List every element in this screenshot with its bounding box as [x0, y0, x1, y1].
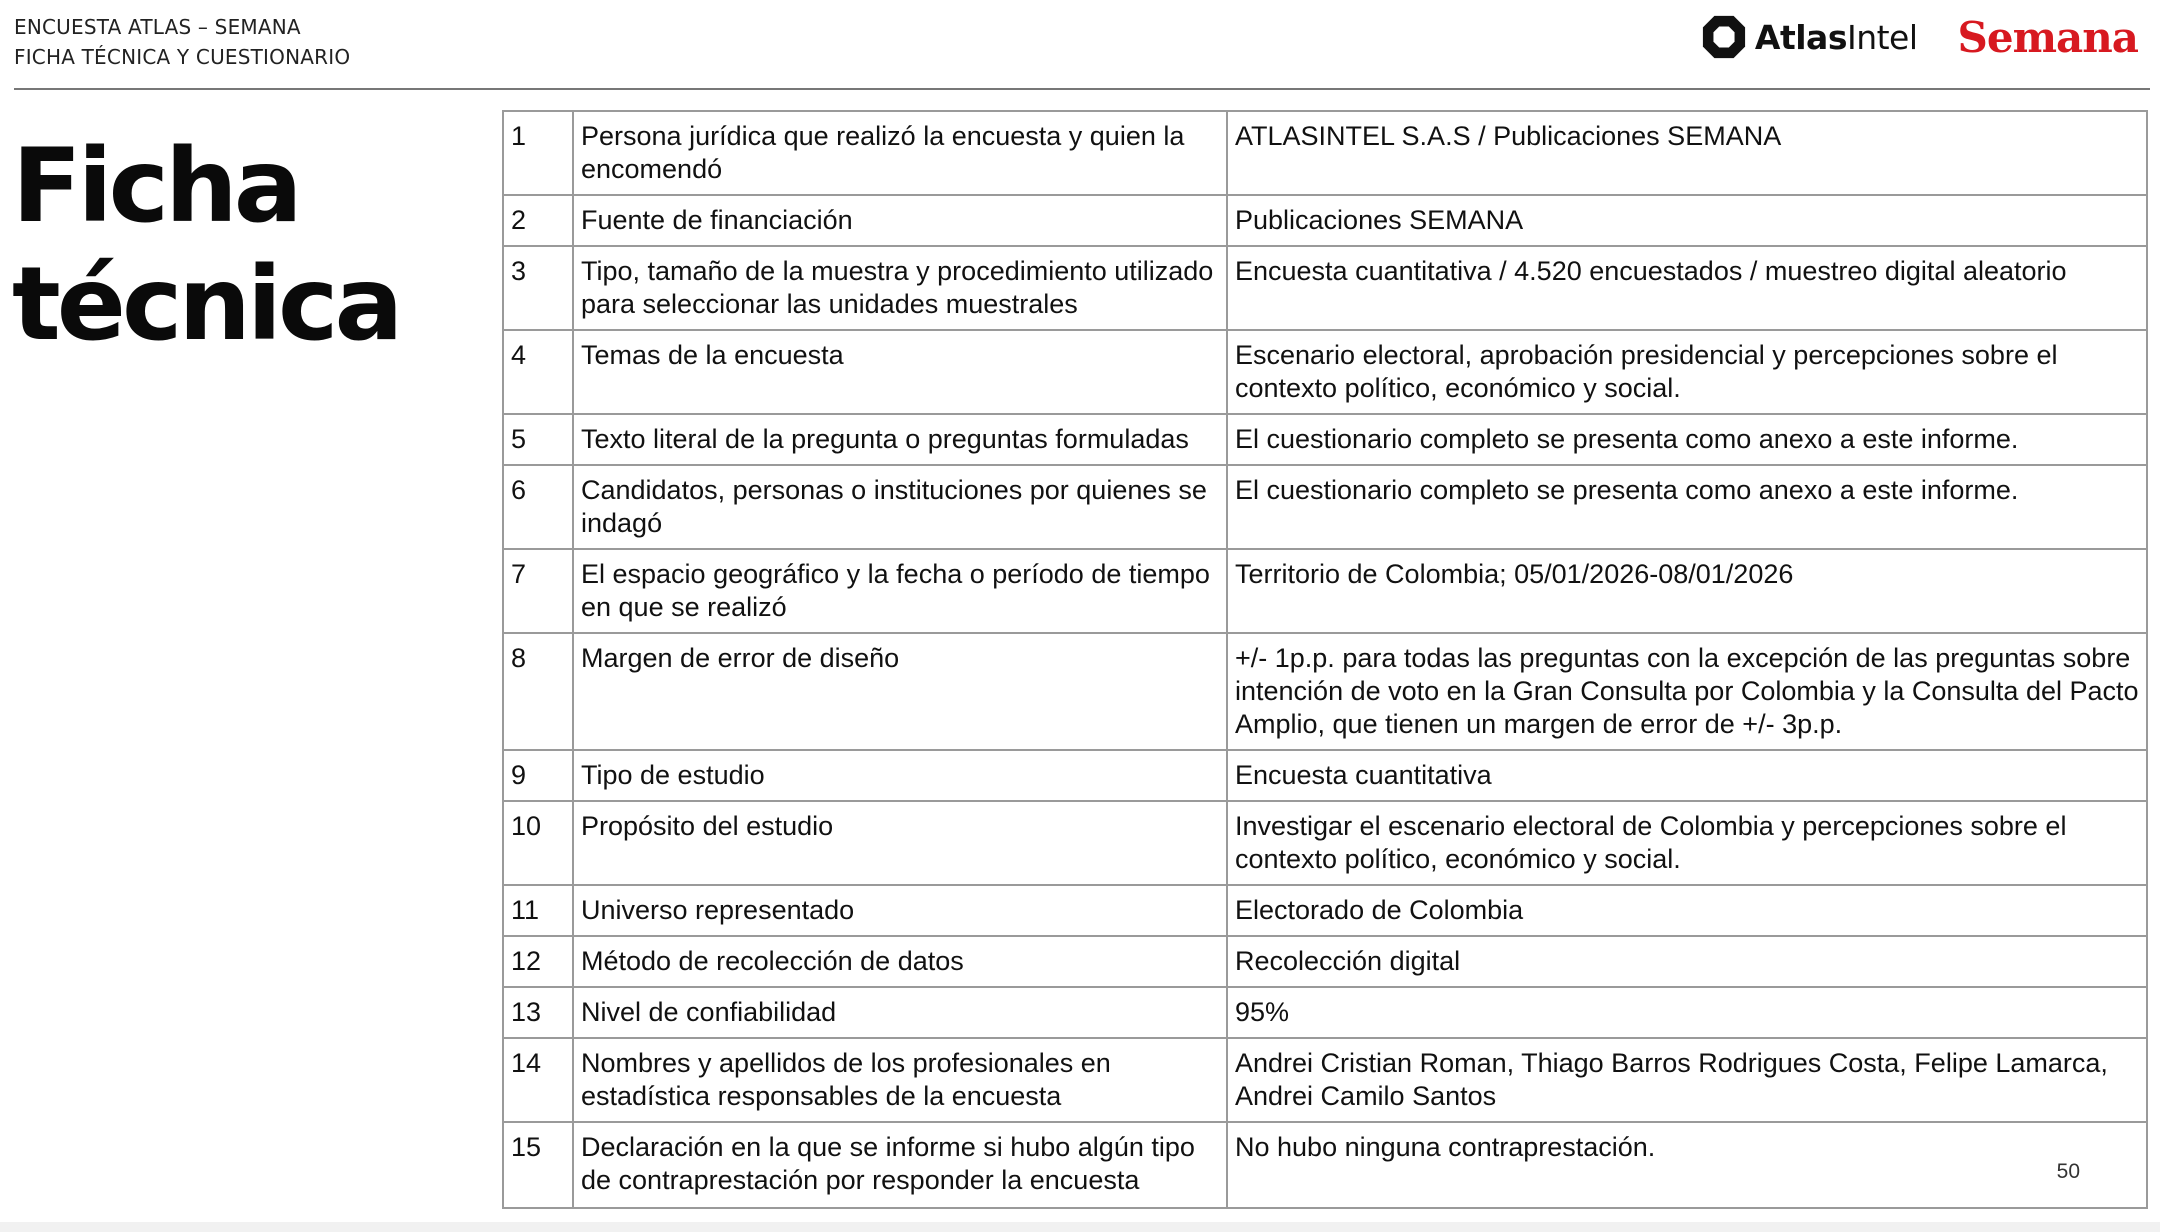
page-title-line-2: técnica — [12, 245, 400, 364]
row-number: 12 — [503, 936, 573, 987]
row-label: Universo representado — [573, 885, 1227, 936]
row-label: Temas de la encuesta — [573, 330, 1227, 414]
row-value: ATLASINTEL S.A.S / Publicaciones SEMANA — [1227, 111, 2147, 195]
table-row — [503, 936, 2147, 987]
row-label: Tipo, tamaño de la muestra y procedimiento utilizado para seleccionar las unidades muestrales — [573, 246, 1227, 330]
atlasintel-logo — [1701, 14, 1918, 60]
table-row — [503, 549, 2147, 633]
row-value: El cuestionario completo se presenta como anexo a este informe. — [1227, 414, 2147, 465]
logo-bar — [1701, 12, 2138, 62]
row-value: Encuesta cuantitativa / 4.520 encuestados / muestreo digital aleatorio — [1227, 246, 2147, 330]
row-value: Escenario electoral, aprobación presidencial y percepciones sobre el contexto político, económico y social. — [1227, 330, 2147, 414]
row-label: Nivel de confiabilidad — [573, 987, 1227, 1038]
row-label: Persona jurídica que realizó la encuesta y quien la encomendó — [573, 111, 1227, 195]
semana-logo: Semana — [1957, 12, 2138, 62]
table-row — [503, 633, 2147, 750]
table-row — [503, 885, 2147, 936]
table-row — [503, 801, 2147, 885]
page-number: 50 — [2056, 1160, 2080, 1183]
row-value: 95% — [1227, 987, 2147, 1038]
row-label: El espacio geográfico y la fecha o período de tiempo en que se realizó — [573, 549, 1227, 633]
ficha-tecnica-table — [502, 110, 2148, 1209]
row-label: Texto literal de la pregunta o preguntas formuladas — [573, 414, 1227, 465]
row-value: Recolección digital — [1227, 936, 2147, 987]
table-row — [503, 750, 2147, 801]
row-number: 9 — [503, 750, 573, 801]
row-number: 4 — [503, 330, 573, 414]
row-label: Tipo de estudio — [573, 750, 1227, 801]
row-number: 7 — [503, 549, 573, 633]
document-header — [14, 12, 350, 72]
row-number: 13 — [503, 987, 573, 1038]
row-number: 8 — [503, 633, 573, 750]
row-value: Publicaciones SEMANA — [1227, 195, 2147, 246]
row-value: No hubo ninguna contraprestación. — [1227, 1122, 2147, 1208]
row-number: 2 — [503, 195, 573, 246]
page-title — [12, 128, 399, 364]
table-row — [503, 1122, 2147, 1208]
atlasintel-logo-icon — [1701, 14, 1747, 60]
table-row — [503, 111, 2147, 195]
atlasintel-wordmark: AtlasIntel — [1754, 17, 1918, 57]
row-number: 6 — [503, 465, 573, 549]
row-number: 10 — [503, 801, 573, 885]
row-value: Andrei Cristian Roman, Thiago Barros Rodrigues Costa, Felipe Lamarca, Andrei Camilo Santos — [1227, 1038, 2147, 1122]
table-row — [503, 1038, 2147, 1122]
row-number: 5 — [503, 414, 573, 465]
row-label: Fuente de financiación — [573, 195, 1227, 246]
row-number: 3 — [503, 246, 573, 330]
row-value: El cuestionario completo se presenta como anexo a este informe. — [1227, 465, 2147, 549]
header-divider — [14, 88, 2150, 90]
table-row — [503, 414, 2147, 465]
row-label: Método de recolección de datos — [573, 936, 1227, 987]
row-value: Investigar el escenario electoral de Colombia y percepciones sobre el contexto político, económico y social. — [1227, 801, 2147, 885]
header-survey-name: ENCUESTA ATLAS – SEMANA — [14, 15, 301, 39]
row-number: 1 — [503, 111, 573, 195]
row-number: 15 — [503, 1122, 573, 1208]
row-value: Territorio de Colombia; 05/01/2026-08/01/2026 — [1227, 549, 2147, 633]
row-label: Declaración en la que se informe si hubo algún tipo de contraprestación por responder la encuesta — [573, 1122, 1227, 1208]
row-value: Encuesta cuantitativa — [1227, 750, 2147, 801]
row-number: 14 — [503, 1038, 573, 1122]
row-number: 11 — [503, 885, 573, 936]
table-row — [503, 195, 2147, 246]
page-title-line-1: Ficha — [12, 127, 299, 246]
row-label: Nombres y apellidos de los profesionales en estadística responsables de la encuesta — [573, 1038, 1227, 1122]
table-row — [503, 465, 2147, 549]
row-label: Propósito del estudio — [573, 801, 1227, 885]
bottom-band — [0, 1222, 2160, 1232]
row-value: Electorado de Colombia — [1227, 885, 2147, 936]
table-row — [503, 246, 2147, 330]
table-row — [503, 987, 2147, 1038]
row-label: Margen de error de diseño — [573, 633, 1227, 750]
row-value: +/- 1p.p. para todas las preguntas con la excepción de las preguntas sobre intención de voto en la Gran Consulta por Colombia y la Consulta del Pacto Amplio, que tienen un margen de error de +/- 3p.p. — [1227, 633, 2147, 750]
row-label: Candidatos, personas o instituciones por quienes se indagó — [573, 465, 1227, 549]
table-row — [503, 330, 2147, 414]
header-section-name: FICHA TÉCNICA Y CUESTIONARIO — [14, 45, 351, 69]
